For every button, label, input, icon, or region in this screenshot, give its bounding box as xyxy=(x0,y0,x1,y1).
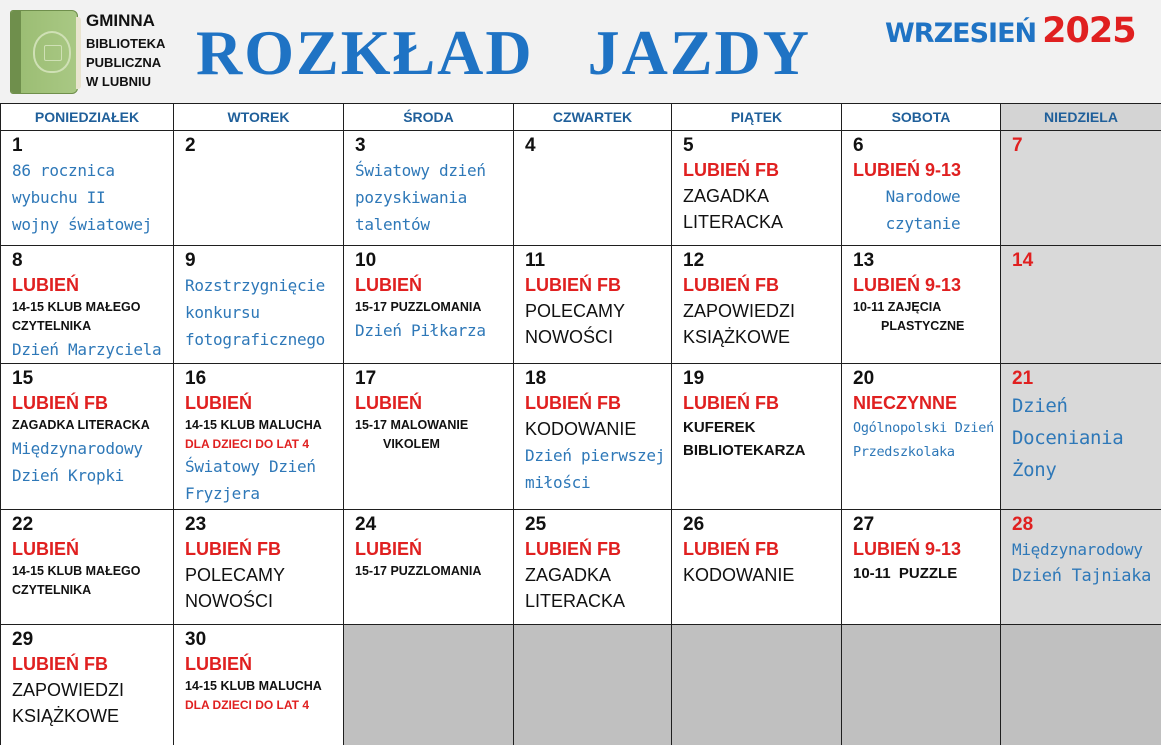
event-location: LUBIEŃ 9-13 xyxy=(853,275,962,295)
event-activity: NOWOŚCI xyxy=(525,327,613,347)
day-cell-sunday xyxy=(1001,246,1161,364)
day-number: 18 xyxy=(525,368,547,389)
event-activity: KODOWANIE xyxy=(525,419,637,439)
month-name: WRZESIEŃ xyxy=(885,18,1037,49)
event-observance: Dzień xyxy=(1012,395,1068,417)
weekday-header: SOBOTA xyxy=(842,104,1001,131)
library-name-line: W LUBNIU xyxy=(86,74,151,89)
event-activity: 14-15 KLUB MAŁEGO xyxy=(12,300,141,314)
day-cell xyxy=(842,364,1001,510)
day-number: 7 xyxy=(1012,135,1023,156)
event-activity: KUFEREK xyxy=(683,419,756,436)
day-cell xyxy=(672,510,842,625)
day-cell xyxy=(1,510,174,625)
day-cell xyxy=(514,246,672,364)
event-observance: czytanie xyxy=(885,214,961,233)
day-number: 8 xyxy=(12,250,23,271)
day-number: 11 xyxy=(525,250,546,271)
event-activity: LITERACKA xyxy=(525,591,626,611)
day-number: 13 xyxy=(853,250,875,271)
event-location: LUBIEŃ FB xyxy=(683,539,779,559)
event-location: LUBIEŃ xyxy=(185,654,252,674)
day-cell xyxy=(672,246,842,364)
event-observance: 86 rocznica xyxy=(12,161,115,180)
weekday-header-sunday: NIEDZIELA xyxy=(1001,104,1161,131)
day-number: 28 xyxy=(1012,514,1034,535)
page-title: ROZKŁAD JAZDY xyxy=(196,17,811,88)
library-logo-icon xyxy=(10,10,78,94)
event-observance: pozyskiwania xyxy=(355,188,467,207)
event-location: LUBIEŃ xyxy=(355,275,422,295)
event-observance: wojny światowej xyxy=(12,215,152,234)
month-year xyxy=(885,4,1136,65)
day-cell xyxy=(672,364,842,510)
event-note: DLA DZIECI DO LAT 4 xyxy=(185,437,309,451)
day-cell-sunday xyxy=(1001,131,1161,246)
day-number: 3 xyxy=(355,135,366,156)
event-activity: 14-15 KLUB MAŁEGO xyxy=(12,564,141,578)
day-number: 6 xyxy=(853,135,864,156)
weekday-header: ŚRODA xyxy=(344,104,514,131)
empty-cell xyxy=(842,625,1001,745)
day-cell xyxy=(174,510,344,625)
event-activity: 15-17 PUZZLOMANIA xyxy=(355,300,482,314)
day-cell xyxy=(344,131,514,246)
day-cell-sunday xyxy=(1001,510,1161,625)
day-cell xyxy=(1,364,174,510)
event-location: LUBIEŃ FB xyxy=(683,275,779,295)
day-number: 30 xyxy=(185,629,207,650)
event-observance: Dzień Marzyciela xyxy=(12,340,162,359)
day-number: 22 xyxy=(12,514,34,535)
day-number: 26 xyxy=(683,514,705,535)
event-activity: 10-11 PUZZLE xyxy=(853,565,958,582)
event-observance: miłości xyxy=(525,473,591,492)
event-observance: Światowy dzień xyxy=(355,161,486,180)
event-observance: wybuchu II xyxy=(12,188,106,207)
event-observance: Międzynarodowy xyxy=(1012,540,1143,559)
day-number: 9 xyxy=(185,250,196,271)
event-observance: talentów xyxy=(355,215,430,234)
day-cell xyxy=(1,131,174,246)
event-location: LUBIEŃ FB xyxy=(525,539,621,559)
weekday-header: PONIEDZIAŁEK xyxy=(1,104,174,131)
week-row xyxy=(1,364,1161,510)
day-number: 20 xyxy=(853,368,875,389)
day-number: 24 xyxy=(355,514,377,535)
event-location: LUBIEŃ FB xyxy=(683,393,779,413)
day-number: 16 xyxy=(185,368,207,389)
day-cell xyxy=(842,246,1001,364)
event-location: LUBIEŃ FB xyxy=(683,160,779,180)
event-observance: Przedszkolaka xyxy=(853,444,955,460)
day-cell xyxy=(672,131,842,246)
library-name-line: PUBLICZNA xyxy=(86,55,162,70)
event-location: LUBIEŃ 9-13 xyxy=(853,539,962,559)
event-location: LUBIEŃ xyxy=(12,539,79,559)
event-location: LUBIEŃ FB xyxy=(12,654,108,674)
event-observance: Ogólnopolski Dzień xyxy=(853,420,994,436)
event-activity: 15-17 PUZZLOMANIA xyxy=(355,564,482,578)
event-observance: fotograficznego xyxy=(185,330,325,349)
week-row xyxy=(1,246,1161,364)
day-cell xyxy=(1,246,174,364)
library-name-line: BIBLIOTEKA xyxy=(86,36,166,51)
event-observance: Doceniania xyxy=(1012,427,1124,449)
day-cell-sunday xyxy=(1001,364,1161,510)
week-row xyxy=(1,625,1161,745)
event-activity: BIBLIOTEKARZA xyxy=(683,442,806,459)
event-activity: POLECAMY xyxy=(525,301,626,321)
day-number: 2 xyxy=(185,135,196,156)
event-observance: Światowy Dzień xyxy=(185,457,316,476)
event-location: LUBIEŃ FB xyxy=(185,539,281,559)
event-observance: Rozstrzygnięcie xyxy=(185,276,325,295)
event-observance: Dzień Tajniaka xyxy=(1012,566,1152,586)
event-location: LUBIEŃ xyxy=(12,275,79,295)
day-number: 19 xyxy=(683,368,705,389)
event-activity: KODOWANIE xyxy=(683,565,795,585)
event-activity: NOWOŚCI xyxy=(185,591,273,611)
day-cell xyxy=(514,510,672,625)
day-cell xyxy=(514,364,672,510)
day-number: 12 xyxy=(683,250,705,271)
day-cell xyxy=(514,131,672,246)
event-activity: KSIĄŻKOWE xyxy=(683,327,791,347)
day-cell xyxy=(344,510,514,625)
event-location: LUBIEŃ FB xyxy=(12,393,108,413)
event-observance: Dzień Piłkarza xyxy=(355,321,486,340)
day-number: 5 xyxy=(683,135,694,156)
event-location: LUBIEŃ 9-13 xyxy=(853,160,962,180)
event-observance: Dzień Kropki xyxy=(12,466,124,485)
day-cell xyxy=(344,246,514,364)
day-cell xyxy=(842,510,1001,625)
event-location: LUBIEŃ FB xyxy=(525,275,621,295)
event-activity: PLASTYCZNE xyxy=(881,319,965,333)
event-activity: VIKOLEM xyxy=(383,437,440,451)
event-location: LUBIEŃ FB xyxy=(525,393,621,413)
week-row xyxy=(1,510,1161,625)
event-activity: 14-15 KLUB MALUCHA xyxy=(185,418,322,432)
day-cell xyxy=(174,364,344,510)
day-cell xyxy=(842,131,1001,246)
day-number: 27 xyxy=(853,514,875,535)
event-activity: CZYTELNIKA xyxy=(12,319,92,333)
event-activity: ZAPOWIEDZI xyxy=(12,680,124,700)
library-name-line: GMINNA xyxy=(86,11,155,30)
empty-cell xyxy=(344,625,514,745)
event-activity: 10-11 ZAJĘCIA xyxy=(853,300,942,314)
day-number: 21 xyxy=(1012,368,1034,389)
event-observance: Dzień pierwszej xyxy=(525,446,665,465)
event-activity: 15-17 MALOWANIE xyxy=(355,418,469,432)
header xyxy=(0,0,1161,103)
event-note: DLA DZIECI DO LAT 4 xyxy=(185,698,309,712)
day-number: 29 xyxy=(12,629,34,650)
day-cell xyxy=(174,625,344,745)
event-activity: CZYTELNIKA xyxy=(12,583,92,597)
day-number: 4 xyxy=(525,135,536,156)
calendar-grid xyxy=(0,103,1161,745)
day-cell xyxy=(344,364,514,510)
day-cell xyxy=(1,625,174,745)
event-location: LUBIEŃ xyxy=(355,539,422,559)
day-number: 14 xyxy=(1012,250,1034,271)
weekday-header: CZWARTEK xyxy=(514,104,672,131)
event-location: LUBIEŃ xyxy=(185,393,252,413)
weekday-header: PIĄTEK xyxy=(672,104,842,131)
event-observance: konkursu xyxy=(185,303,260,322)
day-cell xyxy=(174,246,344,364)
day-number: 23 xyxy=(185,514,207,535)
weekday-header-row xyxy=(1,104,1161,131)
event-activity: ZAPOWIEDZI xyxy=(683,301,795,321)
event-activity: POLECAMY xyxy=(185,565,286,585)
weekday-header: WTOREK xyxy=(174,104,344,131)
event-location: NIECZYNNE xyxy=(853,393,958,413)
event-activity: ZAGADKA xyxy=(525,565,612,585)
week-row xyxy=(1,131,1161,246)
day-number: 15 xyxy=(12,368,34,389)
event-activity: ZAGADKA LITERACKA xyxy=(12,418,150,432)
empty-cell xyxy=(672,625,842,745)
day-cell xyxy=(174,131,344,246)
empty-cell xyxy=(514,625,672,745)
event-activity: LITERACKA xyxy=(683,212,784,232)
event-activity: ZAGADKA xyxy=(683,186,770,206)
year: 2025 xyxy=(1042,11,1136,51)
day-number: 1 xyxy=(12,135,23,156)
day-number: 25 xyxy=(525,514,547,535)
event-activity: KSIĄŻKOWE xyxy=(12,706,120,726)
event-observance: Międzynarodowy xyxy=(12,439,143,458)
empty-cell xyxy=(1001,625,1161,745)
library-name xyxy=(86,8,181,91)
day-number: 10 xyxy=(355,250,377,271)
event-activity: 14-15 KLUB MALUCHA xyxy=(185,679,322,693)
day-number: 17 xyxy=(355,368,377,389)
event-observance: Narodowe xyxy=(885,187,961,206)
event-location: LUBIEŃ xyxy=(355,393,422,413)
event-observance: Żony xyxy=(1012,459,1057,481)
event-observance: Fryzjera xyxy=(185,484,260,503)
